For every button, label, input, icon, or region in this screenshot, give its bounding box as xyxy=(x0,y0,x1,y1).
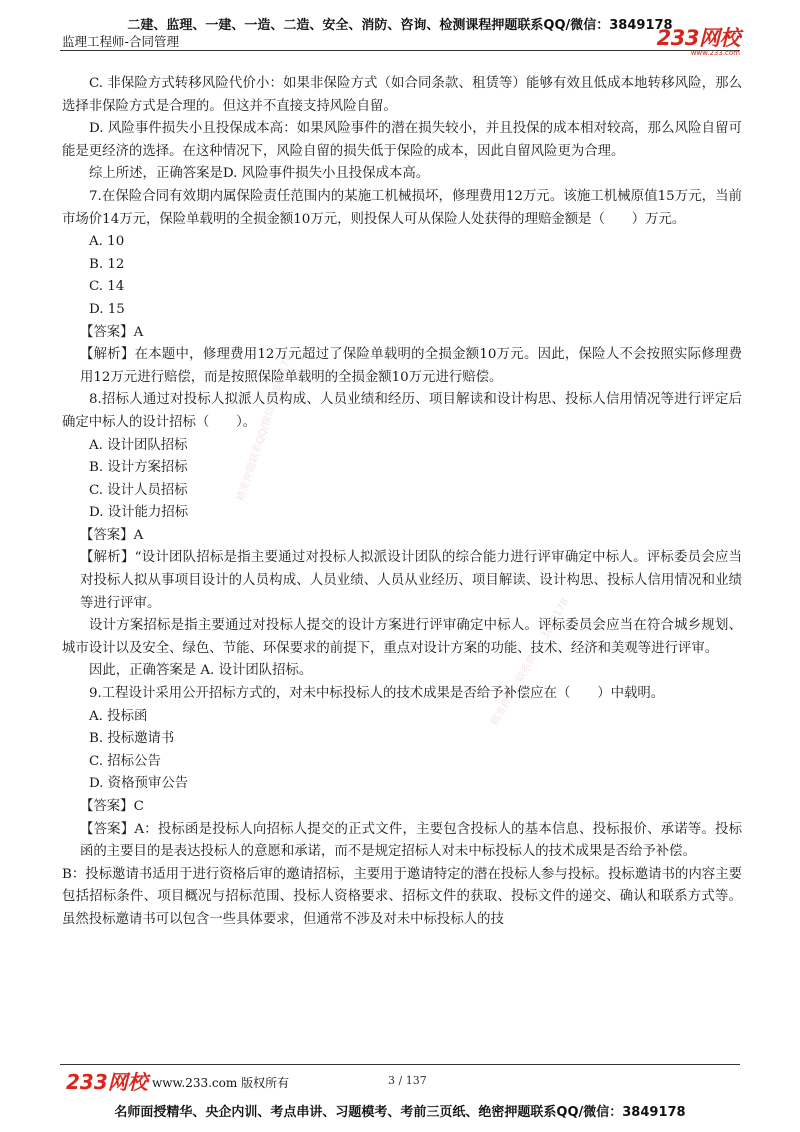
analysis-text: “设计团队招标是指主要通过对投标人拟派设计团队的综合能力进行评审确定中标人。评标委员会应当对投标人拟从事项目设计的人员构成、人员业绩、人员从业经历、项目解读、设计构思、投标人信用情况和业绩等进行评审。 xyxy=(80,550,743,611)
answer-value: A xyxy=(133,324,144,340)
brand-logo-text: 233网校 xyxy=(656,26,740,50)
brand-logo-url: www.233.com xyxy=(690,49,740,57)
footer-divider xyxy=(60,1064,740,1065)
paragraph: C. 非保险方式转移风险代价小：如果非保险方式（如合同条款、租赁等）能够有效且低成本地转移风险，那么选择非保险方式是合理的。但这并不直接支持风险自留。 xyxy=(62,76,742,114)
page-number: 3 / 137 xyxy=(388,1074,427,1087)
question-7: 7.在保险合同有效期内属保险责任范围内的某施工机械损坏，修理费用12万元。该施工机械原值15万元，当前市场价14万元，保险单载明的全损金额10万元，则投保人可从保险人处获得的理赔金额是（ ）万元。 xyxy=(62,188,742,227)
header-divider xyxy=(60,50,740,51)
brand-logo[interactable] xyxy=(657,22,740,57)
option-b: B. 设计方案招标 xyxy=(89,460,188,476)
option-a: A. 10 xyxy=(89,234,125,250)
option-a: A. 设计团队招标 xyxy=(89,437,188,453)
answer-value: C xyxy=(133,799,144,814)
option-d: D. 15 xyxy=(89,301,125,317)
footer-copyright: www.233.com 版权所有 xyxy=(152,1076,290,1090)
option-c: C. 招标公告 xyxy=(89,753,161,769)
analysis xyxy=(62,547,742,615)
header-subtitle: 监理工程师-合同管理 xyxy=(62,34,180,49)
option-c: C. 设计人员招标 xyxy=(89,482,188,498)
analysis-text: 在本题中，修理费用12万元超过了保险单载明的全损金额10万元。因此，保险人不会按照实际修理费用12万元进行赔偿，而是按照保险单载明的全损金额10万元进行赔偿。 xyxy=(80,347,743,385)
option-d: D. 资格预审公告 xyxy=(89,776,189,792)
option-c: C. 14 xyxy=(89,279,125,295)
watermark: 精准押题联系QQ/微信：3849178 xyxy=(235,353,294,503)
answer-line xyxy=(62,322,742,345)
option-a: A. 投标函 xyxy=(89,708,148,724)
answer-value: A xyxy=(133,527,144,543)
option-d: D. 设计能力招标 xyxy=(89,505,189,521)
answer-line xyxy=(62,525,742,548)
analysis-paragraph: 设计方案招标是指主要通过对投标人提交的设计方案进行评审确定中标人。评标委员会应当在符合城乡规划、城市设计以及安全、绿色、节能、环保要求的前提下，重点对设计方案的功能、技术、经济和美观等进行评审。 xyxy=(62,618,742,656)
analysis-conclusion: 因此，正确答案是 A. 设计团队招标。 xyxy=(89,663,313,679)
analysis-label: 【答案】 xyxy=(80,821,135,837)
header-promo-line: 二建、监理、一建、一造、二造、安全、消防、咨询、检测课程押题联系QQ/微信：3849178 xyxy=(127,18,673,33)
option-b: B. 12 xyxy=(89,256,125,272)
answer-label: 【答案】 xyxy=(80,799,134,814)
analysis xyxy=(62,819,742,864)
answer-line xyxy=(62,796,742,819)
paragraph: 综上所述，正确答案是D. 风险事件损失小且投保成本高。 xyxy=(89,166,430,182)
analysis-text: A：投标函是投标人向招标人提交的正式文件，主要包含投标人的基本信息、投标报价、承诺等。投标函的主要目的是表达投标人的意愿和承诺，而不是规定招标人对未中标投标人的技术成果是否给予补偿。 xyxy=(80,821,743,860)
footer-promo-line: 名师面授精华、央企内训、考点串讲、习题模考、考前三页纸、绝密押题联系QQ/微信：3849178 xyxy=(114,1105,686,1120)
option-b: B. 投标邀请书 xyxy=(89,731,175,747)
question-8: 8.招标人通过对投标人拟派人员构成、人员业绩和经历、项目解读和设计构思、投标人信用情况等进行评定后确定中标人的设计招标（ ）。 xyxy=(62,392,742,430)
answer-label: 【答案】 xyxy=(80,324,134,340)
paragraph: D. 风险事件损失小且投保成本高：如果风险事件的潜在损失较小，并且投保的成本相对较高，那么风险自留可能是更经济的选择。在这种情况下，风险自留的损失低于保险的成本，因此自留风险更为合理。 xyxy=(62,121,742,159)
analysis-label: 【解析】 xyxy=(80,550,135,566)
analysis-paragraph: B：投标邀请书适用于进行资格后审的邀请招标，主要用于邀请特定的潜在投标人参与投标。投标邀请书的内容主要包括招标条件、项目概况与招标范围、投标人资格要求、招标文件的获取、投标文件的递交、确认和联系方式等。虽然投标邀请书可以包含一些具体要求，但通常不涉及对未中标投标人的技 xyxy=(62,866,742,927)
answer-label: 【答案】 xyxy=(80,527,134,543)
question-9: 9.工程设计采用公开招标方式的，对未中标投标人的技术成果是否给予补偿应在（ ）中载明。 xyxy=(89,686,665,702)
analysis-label: 【解析】 xyxy=(80,347,135,363)
analysis xyxy=(62,344,742,389)
footer-logo[interactable]: 233网校 xyxy=(66,1070,148,1094)
document-body xyxy=(62,73,742,932)
watermark: 精准押题一联系微信：3849178 xyxy=(489,596,572,728)
